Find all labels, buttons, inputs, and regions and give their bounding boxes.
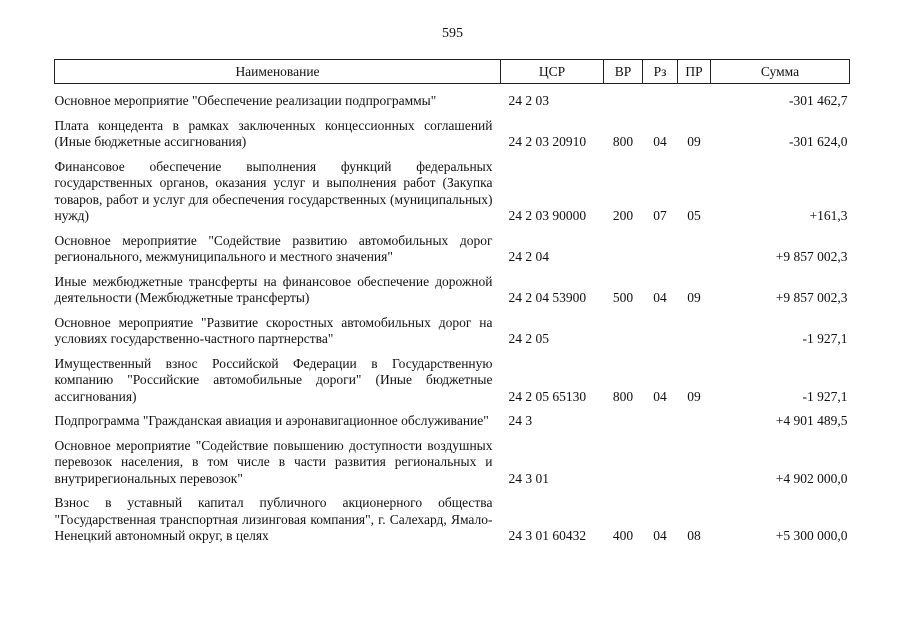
table-row [55,430,850,488]
row-pr: 08 [687,528,701,543]
row-name: Подпрограмма "Гражданская авиация и аэронавигационное обслуживание" [54,413,489,428]
row-csr: 24 3 01 60432 [508,528,587,543]
row-vr [604,307,643,348]
row-sum: -301 462,7 [789,93,848,108]
row-sum: -1 927,1 [802,331,848,346]
row-sum: +9 857 002,3 [775,249,848,264]
row-csr: 24 2 03 [508,93,549,108]
row-pr [678,405,711,430]
row-vr [604,84,643,110]
row-rz: 04 [653,290,667,305]
header-name: Наименование [55,60,501,84]
header-sum: Сумма [711,60,850,84]
row-csr: 24 2 05 65130 [508,388,587,404]
row-vr [604,405,643,430]
row-vr: 200 [612,208,634,223]
row-vr: 400 [612,528,634,543]
row-pr [678,84,711,110]
row-name: Основное мероприятие "Развитие скоростных автомобильных дорог на условиях государственно-частного партнерства" [54,314,493,346]
table-row [55,487,850,545]
row-vr: 800 [612,388,634,404]
table-row [55,348,850,406]
row-name: Основное мероприятие "Обеспечение реализации подпрограммы" [54,93,437,108]
row-pr: 09 [687,134,701,149]
row-rz: 04 [653,528,667,543]
row-pr: 09 [687,290,701,305]
row-pr: 09 [687,388,701,404]
table-row [55,225,850,266]
row-rz [643,430,678,488]
table-row [55,151,850,225]
row-rz [643,307,678,348]
row-csr: 24 2 04 53900 [508,290,587,305]
row-rz: 04 [653,134,667,149]
row-csr: 24 2 04 [508,249,549,264]
row-sum: +9 857 002,3 [775,290,848,305]
header-rz: Рз [643,60,678,84]
row-rz [643,225,678,266]
row-name: Основное мероприятие "Содействие повышению доступности воздушных перевозок населения, в том числе в части развития региональных и внутрирегиональных перевозок" [54,437,493,486]
table-row [55,266,850,307]
row-csr: 24 3 [508,413,533,428]
row-sum: +5 300 000,0 [775,528,848,543]
row-pr [678,430,711,488]
page-number: 595 [442,26,463,41]
table-row [55,405,850,430]
table-header [55,60,850,84]
row-name: Имущественный взнос Российской Федерации в Государственную компанию "Российские автомобильные дороги" (Иные бюджетные ассигнования) [54,355,493,404]
row-csr: 24 3 01 [508,470,549,486]
row-name: Иные межбюджетные трансферты на финансовое обеспечение дорожной деятельности (Межбюджетные трансферты) [54,273,493,305]
row-vr [604,430,643,488]
row-csr: 24 2 03 20910 [508,134,587,149]
budget-table [54,59,850,545]
row-name: Плата концедента в рамках заключенных концессионных соглашений (Иные бюджетные ассигнования) [54,117,493,149]
row-csr: 24 2 03 90000 [508,208,587,223]
row-vr [604,225,643,266]
row-pr [678,307,711,348]
row-rz [643,84,678,110]
row-vr: 800 [612,134,634,149]
row-pr [678,225,711,266]
row-pr: 05 [687,208,701,223]
table-row [55,307,850,348]
header-pr: ПР [678,60,711,84]
header-vr: ВР [604,60,643,84]
row-vr: 500 [612,290,634,305]
row-sum: -1 927,1 [802,388,848,404]
row-rz: 07 [653,208,667,223]
row-csr: 24 2 05 [508,331,549,346]
row-name: Финансовое обеспечение выполнения функций федеральных государственных органов, оказания услуг и выполнения работ (Закупка товаров, работ и услуг для обеспечения государственных (муниципальных) нужд) [54,158,493,223]
row-rz: 04 [653,388,667,404]
row-sum: +4 901 489,5 [775,413,848,428]
row-rz [643,405,678,430]
row-sum: +4 902 000,0 [775,470,848,486]
row-sum: -301 624,0 [789,134,848,149]
row-sum: +161,3 [809,208,848,223]
row-name: Взнос в уставный капитал публичного акционерного общества "Государственная транспортная лизинговая компания", г. Салехард, Ямало-Ненецкий автономный округ, в целях [54,495,493,543]
header-csr: ЦСР [501,60,604,84]
row-name: Основное мероприятие "Содействие развитию автомобильных дорог регионального, межмуниципального и местного значения" [54,232,493,264]
table-row [55,84,850,110]
table-row [55,110,850,151]
